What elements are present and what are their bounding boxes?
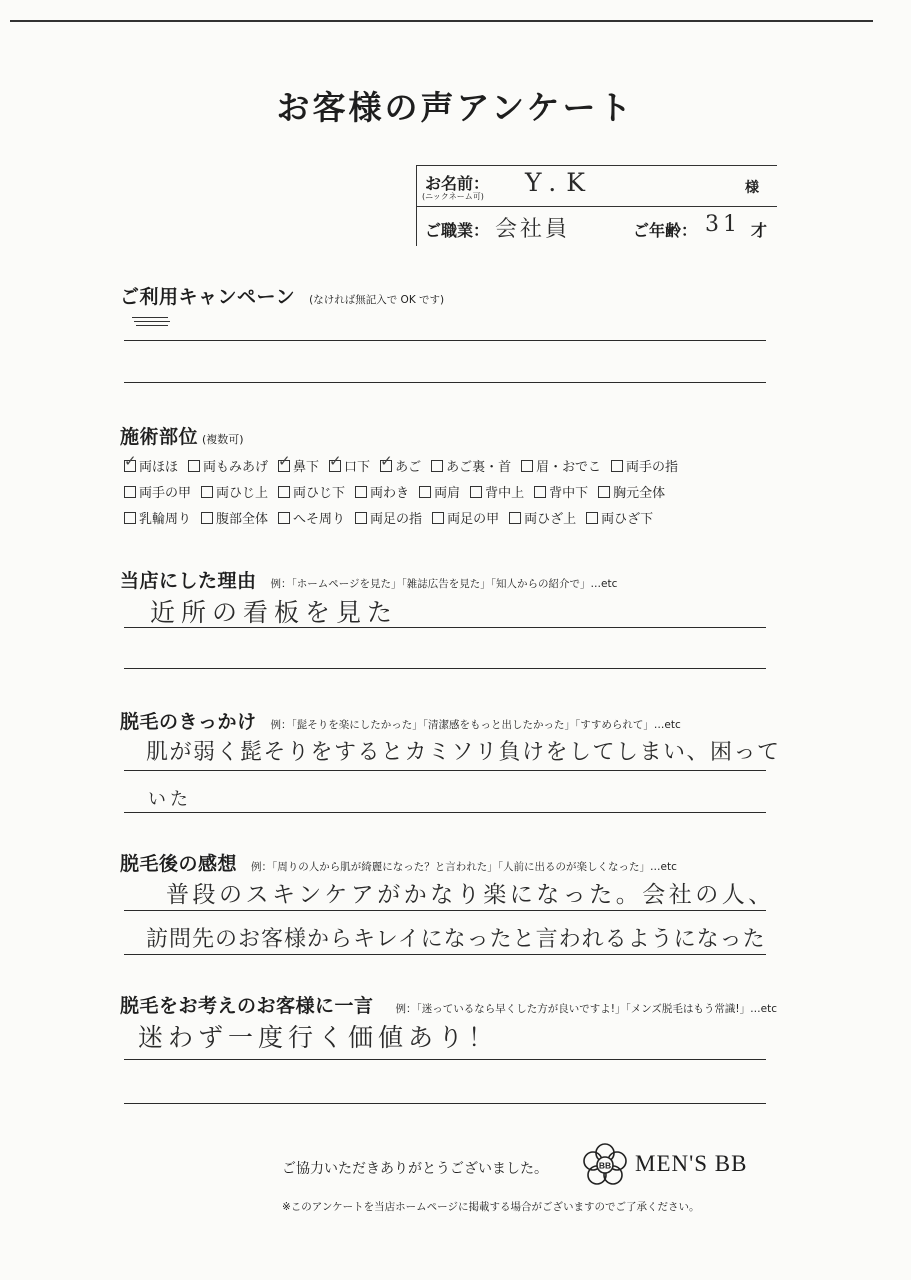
message-note: 例：「迷っているなら早くした方が良いですよ!」「メンズ脱毛はもう常識!」…etc: [395, 1003, 777, 1015]
part-checkbox[interactable]: [470, 482, 524, 501]
part-checkbox[interactable]: [201, 508, 268, 527]
reason-line-1: [124, 627, 766, 628]
parts-row-1: [124, 451, 688, 475]
part-checkbox[interactable]: [355, 482, 409, 501]
part-label: 両わき: [370, 486, 410, 501]
trigger-title: 脱毛のきっかけ: [120, 711, 257, 733]
parts-title: 施術部位: [120, 426, 199, 448]
campaign-strikeout-mark: [132, 314, 170, 328]
part-checkbox[interactable]: [432, 508, 499, 527]
empty-box-icon[interactable]: [586, 512, 598, 524]
message-line-2: [124, 1103, 766, 1104]
part-label: へそ周り: [293, 512, 346, 527]
campaign-line-1: [124, 340, 766, 341]
part-checkbox[interactable]: [419, 482, 460, 501]
impression-line-2: [124, 954, 766, 955]
impression-section-heading: [120, 849, 677, 876]
reason-answer: 近所の看板を見た: [150, 598, 399, 627]
part-checkbox[interactable]: [124, 482, 191, 501]
page-title: お客様の声アンケート: [276, 88, 635, 127]
part-checkbox[interactable]: [124, 451, 179, 475]
name-sub-label: (ニックネーム可): [422, 192, 484, 201]
part-checkbox[interactable]: [188, 456, 268, 475]
logo-text: BB: [598, 1160, 612, 1171]
flower-logo-icon: [582, 1142, 628, 1188]
checkmark-icon: ✓: [278, 451, 291, 470]
part-label: 口下: [344, 460, 371, 475]
top-border: [10, 20, 873, 22]
empty-box-icon[interactable]: [355, 486, 367, 498]
part-checkbox[interactable]: [586, 508, 653, 527]
part-checkbox[interactable]: [201, 482, 268, 501]
trigger-section-heading: [120, 707, 681, 734]
info-divider: [417, 206, 777, 207]
impression-answer-line-1: 普段のスキンケアがかなり楽になった。会社の人、: [166, 882, 775, 908]
part-label: 眉・おでこ: [536, 460, 601, 475]
part-label: 両もみあげ: [203, 460, 269, 475]
empty-box-icon[interactable]: [355, 512, 367, 524]
brand-logo: [582, 1142, 628, 1188]
part-checkbox[interactable]: [431, 456, 511, 475]
checkmark-icon: ✓: [329, 451, 342, 470]
message-title: 脱毛をお考えのお客様に一言: [120, 995, 374, 1017]
parts-section-heading: [120, 422, 244, 449]
part-checkbox[interactable]: [355, 508, 422, 527]
message-line-1: [124, 1059, 766, 1060]
customer-info-box: [416, 165, 777, 246]
part-checkbox[interactable]: [278, 508, 345, 527]
trigger-answer-line-1: 肌が弱く髭そりをするとカミソリ負けをしてしまい、困って: [146, 740, 781, 765]
publication-notice: ※このアンケートを当店ホームページに掲載する場合がございますのでご了承ください。: [282, 1201, 700, 1213]
empty-box-icon[interactable]: [278, 486, 290, 498]
age-label: ご年齢：: [633, 221, 698, 240]
name-value: Y.K: [525, 168, 595, 197]
campaign-note: (なければ無記入で OK です): [309, 294, 445, 306]
part-label: 両ひざ上: [524, 512, 577, 527]
trigger-line-2: [124, 812, 766, 813]
campaign-section-heading: [120, 282, 444, 309]
part-label: 両手の指: [625, 460, 678, 475]
trigger-note: 例：「髭そりを楽にしたかった」「清潔感をもっと出したかった」「すすめられて」…etc: [270, 719, 681, 731]
part-checkbox[interactable]: [521, 456, 601, 475]
part-label: 腹部全体: [216, 512, 269, 527]
empty-box-icon[interactable]: [188, 460, 200, 472]
message-answer: 迷わず一度行く価値あり！: [138, 1023, 499, 1052]
empty-box-icon[interactable]: [201, 486, 213, 498]
reason-title: 当店にした理由: [120, 570, 257, 592]
impression-line-1: [124, 910, 766, 911]
empty-box-icon[interactable]: [432, 512, 444, 524]
reason-line-2: [124, 668, 766, 669]
campaign-title: ご利用キャンペーン: [120, 286, 296, 308]
part-checkbox[interactable]: [380, 451, 422, 475]
empty-box-icon[interactable]: [470, 486, 482, 498]
empty-box-icon[interactable]: [278, 512, 290, 524]
thanks-text: ご協力いただきありがとうございました。: [282, 1161, 548, 1177]
sama-label: 様: [745, 180, 759, 196]
empty-box-icon[interactable]: [611, 460, 623, 472]
part-label: 両足の甲: [447, 512, 500, 527]
empty-box-icon[interactable]: [419, 486, 431, 498]
parts-note: (複数可): [202, 433, 244, 446]
part-label: 両ほほ: [139, 460, 179, 475]
part-label: 両ひじ上: [216, 486, 269, 501]
part-label: 両手の甲: [139, 486, 192, 501]
job-label: ご職業：: [425, 221, 490, 240]
part-checkbox[interactable]: [598, 482, 665, 501]
checked-box-icon[interactable]: [329, 451, 342, 472]
part-label: 鼻下: [293, 460, 320, 475]
empty-box-icon[interactable]: [124, 512, 136, 524]
part-label: 背中下: [549, 486, 589, 501]
impression-answer-line-2: 訪問先のお客様からキレイになったと言われるようになった: [146, 927, 766, 952]
job-value: 会社員: [495, 217, 571, 242]
trigger-line-1: [124, 770, 766, 771]
checked-box-icon[interactable]: [278, 451, 291, 472]
brand-name: MEN'S BB: [635, 1151, 748, 1176]
impression-title: 脱毛後の感想: [120, 853, 238, 875]
part-label: あご裏・首: [446, 460, 512, 475]
reason-section-heading: [120, 566, 617, 593]
part-label: あご: [395, 460, 422, 475]
part-label: 両ひじ下: [293, 486, 346, 501]
part-checkbox[interactable]: [124, 508, 191, 527]
checked-box-icon[interactable]: [124, 451, 137, 472]
part-checkbox[interactable]: [278, 482, 345, 501]
trigger-answer-line-2: いた: [148, 789, 192, 810]
checkmark-icon: ✓: [124, 451, 137, 470]
part-label: 胸元全体: [613, 486, 666, 501]
part-label: 両肩: [434, 486, 461, 501]
empty-box-icon[interactable]: [201, 512, 213, 524]
part-label: 背中上: [485, 486, 525, 501]
part-label: 両足の指: [370, 512, 423, 527]
empty-box-icon[interactable]: [124, 486, 136, 498]
part-checkbox[interactable]: [534, 482, 588, 501]
impression-note: 例：「周りの人から肌が綺麗になった？と言われた」「人前に出るのが楽しくなった」…etc: [251, 861, 677, 873]
empty-box-icon[interactable]: [598, 486, 610, 498]
empty-box-icon[interactable]: [521, 460, 533, 472]
part-checkbox[interactable]: [509, 508, 576, 527]
parts-row-3: [124, 508, 663, 527]
part-label: 乳輪周り: [139, 512, 192, 527]
campaign-line-2: [124, 382, 766, 383]
checked-box-icon[interactable]: [380, 451, 393, 472]
part-label: 両ひざ下: [601, 512, 654, 527]
age-value: 31: [705, 212, 741, 237]
checkmark-icon: ✓: [380, 451, 393, 470]
empty-box-icon[interactable]: [431, 460, 443, 472]
reason-note: 例：「ホームページを見た」「雑誌広告を見た」「知人からの紹介で」…etc: [270, 578, 618, 590]
empty-box-icon[interactable]: [534, 486, 546, 498]
empty-box-icon[interactable]: [509, 512, 521, 524]
name-label: お名前：: [425, 174, 490, 193]
part-checkbox[interactable]: [329, 451, 371, 475]
message-section-heading: [120, 991, 777, 1018]
age-unit: 才: [751, 221, 768, 240]
part-checkbox[interactable]: [278, 451, 320, 475]
parts-row-2: [124, 482, 675, 501]
part-checkbox[interactable]: [611, 456, 678, 475]
